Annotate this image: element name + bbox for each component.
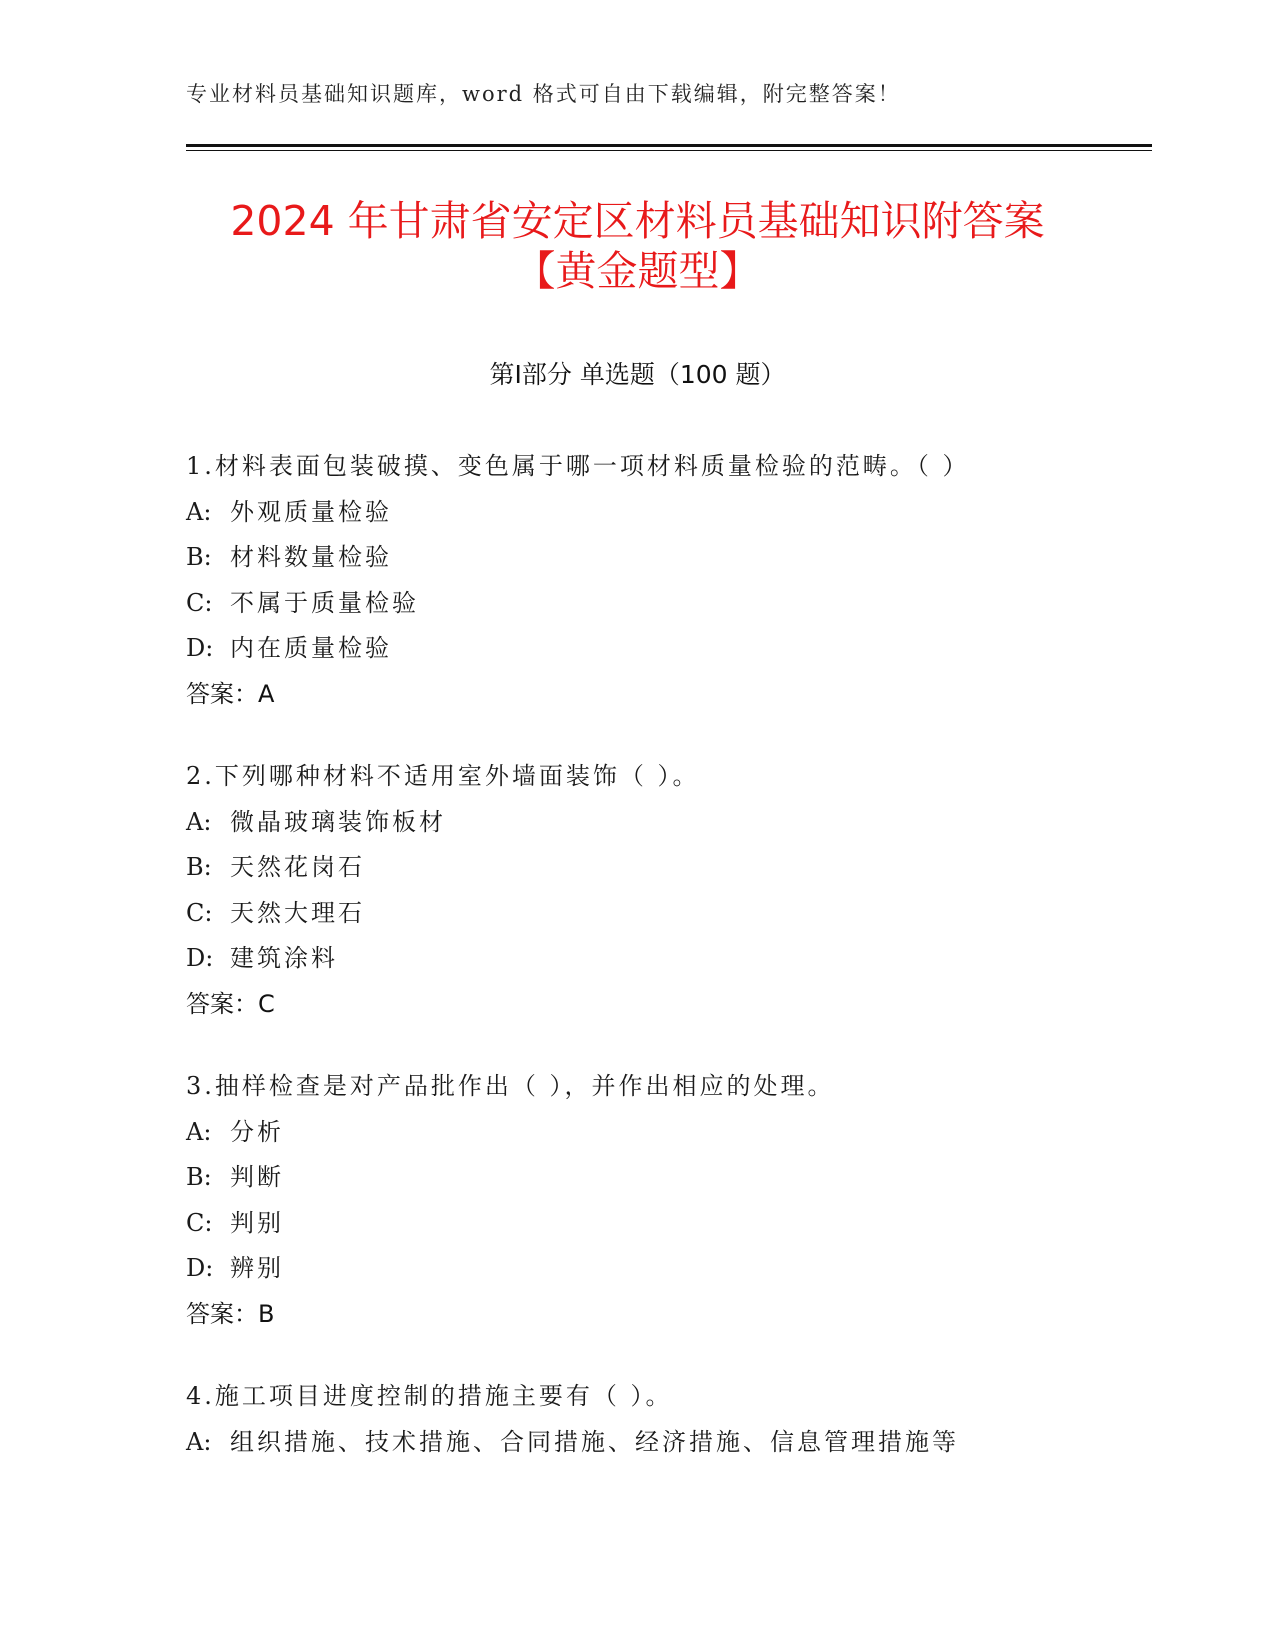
option-key: B: bbox=[186, 853, 212, 881]
option-key: C: bbox=[186, 588, 213, 617]
option-d bbox=[186, 1246, 1146, 1292]
option-a bbox=[186, 1420, 1146, 1466]
option-a bbox=[186, 490, 1146, 536]
document-title-line-2: 【黄金题型】 bbox=[514, 247, 761, 295]
option-text: 材料数量检验 bbox=[230, 543, 392, 571]
option-text: 建筑涂料 bbox=[230, 944, 338, 972]
option-text: 天然大理石 bbox=[230, 898, 365, 927]
answer-line: 答案：B bbox=[186, 1299, 275, 1328]
option-text: 分析 bbox=[230, 1117, 284, 1146]
question-3 bbox=[186, 1064, 1146, 1337]
question-stem: 1.材料表面包装破摸、变色属于哪一项材料质量检验的范畴。（ ） bbox=[186, 452, 970, 480]
option-text: 微晶玻璃装饰板材 bbox=[230, 807, 446, 836]
question-2 bbox=[186, 754, 1146, 1027]
option-text: 组织措施、技术措施、合同措施、经济措施、信息管理措施等 bbox=[230, 1427, 959, 1456]
question-stem: 3.抽样检查是对产品批作出（ ），并作出相应的处理。 bbox=[186, 1072, 835, 1100]
option-key: A: bbox=[186, 497, 212, 526]
section-title: 第Ⅰ部分 单选题（100 题） bbox=[489, 360, 786, 389]
option-key: B: bbox=[186, 1163, 212, 1191]
answer-line: 答案：C bbox=[186, 989, 275, 1018]
header-rule-thick bbox=[186, 144, 1152, 147]
answer-line: 答案：A bbox=[186, 679, 275, 708]
option-d bbox=[186, 626, 1146, 672]
option-key: B: bbox=[186, 543, 212, 571]
document-title-line-1: 2024 年甘肃省安定区材料员基础知识附答案 bbox=[230, 197, 1045, 245]
option-key: D: bbox=[186, 1254, 214, 1282]
option-key: A: bbox=[186, 807, 212, 836]
option-key: C: bbox=[186, 898, 213, 927]
option-key: D: bbox=[186, 634, 214, 662]
document-title bbox=[100, 196, 1175, 296]
option-c bbox=[186, 891, 1146, 937]
option-text: 判断 bbox=[230, 1163, 284, 1191]
question-1 bbox=[186, 444, 1146, 717]
option-text: 不属于质量检验 bbox=[230, 588, 419, 617]
option-text: 判别 bbox=[230, 1208, 284, 1237]
header-rule-thin bbox=[186, 150, 1152, 151]
question-4 bbox=[186, 1374, 1146, 1465]
option-b bbox=[186, 1155, 1146, 1201]
option-key: A: bbox=[186, 1427, 212, 1456]
header-note: 专业材料员基础知识题库，word 格式可自由下载编辑，附完整答案！ bbox=[186, 82, 901, 106]
question-stem: 4.施工项目进度控制的措施主要有（ ）。 bbox=[186, 1382, 673, 1410]
option-a bbox=[186, 1110, 1146, 1156]
option-b bbox=[186, 535, 1146, 581]
option-key: C: bbox=[186, 1208, 213, 1237]
option-c bbox=[186, 581, 1146, 627]
option-b bbox=[186, 845, 1146, 891]
option-d bbox=[186, 936, 1146, 982]
question-list bbox=[186, 444, 1146, 1502]
question-stem: 2.下列哪种材料不适用室外墙面装饰（ ）。 bbox=[186, 762, 700, 790]
option-text: 内在质量检验 bbox=[230, 634, 392, 662]
option-key: A: bbox=[186, 1117, 212, 1146]
option-key: D: bbox=[186, 944, 214, 972]
option-c bbox=[186, 1201, 1146, 1247]
option-text: 辨别 bbox=[230, 1254, 284, 1282]
option-text: 天然花岗石 bbox=[230, 853, 365, 881]
option-a bbox=[186, 800, 1146, 846]
option-text: 外观质量检验 bbox=[230, 497, 392, 526]
